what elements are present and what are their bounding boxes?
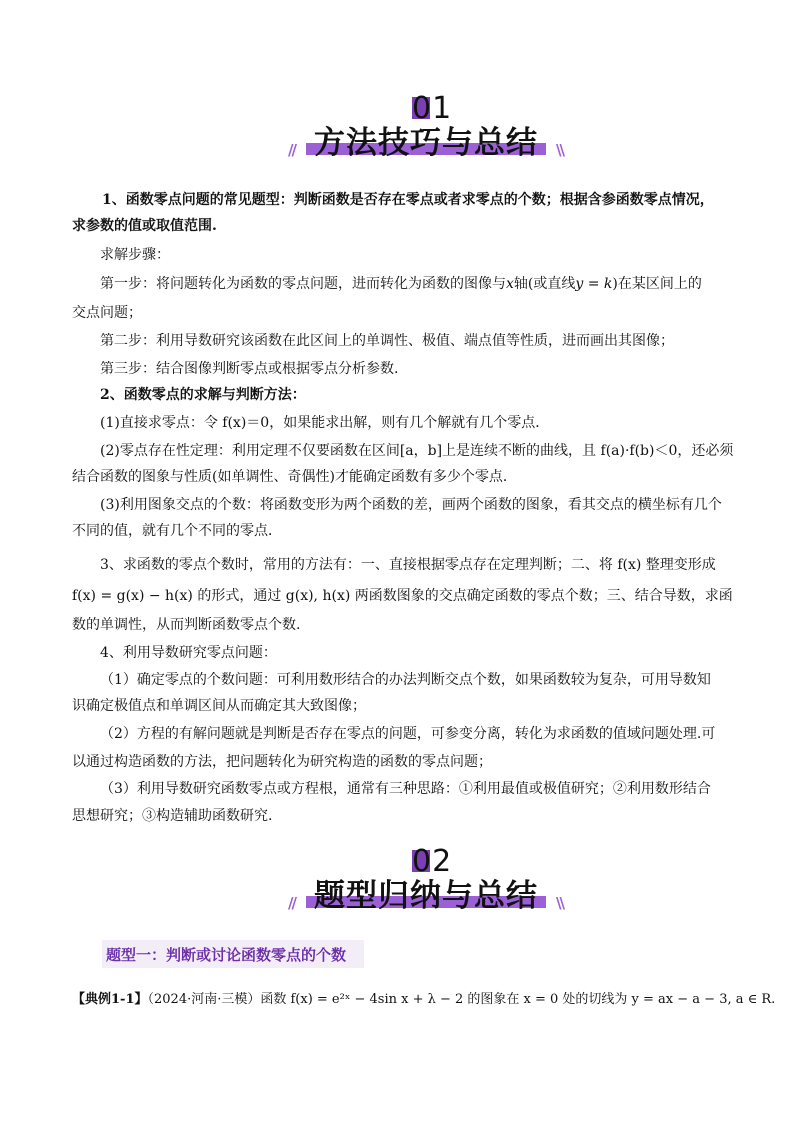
decor-slash-right: \\: [556, 894, 563, 912]
example-text: 函数 f(x) = e²ˣ − 4sin x + λ − 2 的图象在 x = 0 处的切线为 y = ax − a − 3, a ∈ R.: [260, 992, 776, 1007]
step3-line: 第三步：结合图像判断零点或根据零点分析参数.: [100, 361, 399, 377]
method3-line1: (3)利用图象交点的个数：将函数变形为两个函数的差，画两个函数的图象，看其交点的横坐标有几个: [100, 497, 722, 513]
steps-label: 求解步骤：: [100, 247, 170, 263]
p4-heading: 4、利用导数研究零点问题：: [100, 645, 277, 661]
section-number: 02: [412, 844, 453, 879]
method1: (1)直接求零点：令 f(x)＝0，如果能求出解，则有几个解就有几个零点．: [100, 415, 550, 431]
section-header-1: [0, 91, 794, 177]
p4-s2-line2: 以通过构造函数的方法，把问题转化为研究构造的函数的零点问题；: [72, 754, 492, 770]
p4-s3-line2: 思想研究；③构造辅助函数研究.: [72, 808, 273, 824]
section-title: 题型归纳与总结: [314, 878, 538, 914]
decor-slash-right: \\: [556, 141, 563, 159]
step1-line2: 交点问题；: [72, 305, 142, 321]
step1-line1: 第一步：将问题转化为函数的零点问题，进而转化为函数的图像与x轴(或直线y = k)在某区间上的: [100, 276, 702, 292]
example-source: （2024·河南·三模）: [147, 992, 261, 1007]
p4-s2-line1: （2）方程的有解问题就是判断是否存在零点的问题，可参变分离，转化为求函数的值域问题处理.可: [100, 726, 716, 742]
example-label: 【典例1-1】: [72, 992, 148, 1007]
p3-line2: f(x) = g(x) − h(x) 的形式，通过 g(x), h(x) 两函数图象的交点确定函数的零点个数；三、结合导数，求函: [72, 588, 733, 604]
subtopic-title: 题型一：判断或讨论函数零点的个数: [106, 946, 347, 964]
method2-line1: (2)零点存在性定理：利用定理不仅要函数在区间[a，b]上是连续不断的曲线，且 f(a)·f(b)＜0，还必须: [100, 443, 734, 459]
section-title: 方法技巧与总结: [314, 125, 538, 161]
p4-s1-line2: 识确定极值点和单调区间从而确定其大致图像；: [72, 698, 366, 714]
decor-slash-left: //: [288, 894, 295, 912]
p4-s1-line1: （1）确定零点的个数问题：可利用数形结合的办法判断交点个数，如果函数较为复杂，可用导数知: [100, 672, 711, 688]
method2-line2: 结合函数的图象与性质(如单调性、奇偶性)才能确定函数有多少个零点．: [72, 469, 517, 485]
method3-line2: 不同的值，就有几个不同的零点．: [72, 523, 282, 539]
step2-line: 第二步：利用导数研究该函数在此区间上的单调性、极值、端点值等性质，进而画出其图像；: [100, 333, 674, 349]
example-line: [72, 990, 794, 1010]
section-header-2: [0, 844, 794, 930]
p1-heading-line1: 1、函数零点问题的常见题型：判断函数是否存在零点或者求零点的个数；根据含参函数零点情况，: [102, 192, 714, 208]
p3-line3: 数的单调性，从而判断函数零点个数.: [72, 617, 301, 633]
p3-line1: 3、求函数的零点个数时，常用的方法有：一、直接根据零点存在定理判断；二、将 f(x) 整理变形成: [100, 557, 716, 573]
subtopic-banner: [102, 940, 364, 968]
section-number: 01: [412, 91, 453, 126]
p4-s3-line1: （3）利用导数研究函数零点或方程根，通常有三种思路：①利用最值或极值研究；②利用数形结合: [100, 781, 711, 797]
p2-heading: 2、函数零点的求解与判断方法：: [100, 387, 306, 403]
p1-heading-line2: 求参数的值或取值范围.: [72, 218, 217, 234]
decor-slash-left: //: [288, 141, 295, 159]
